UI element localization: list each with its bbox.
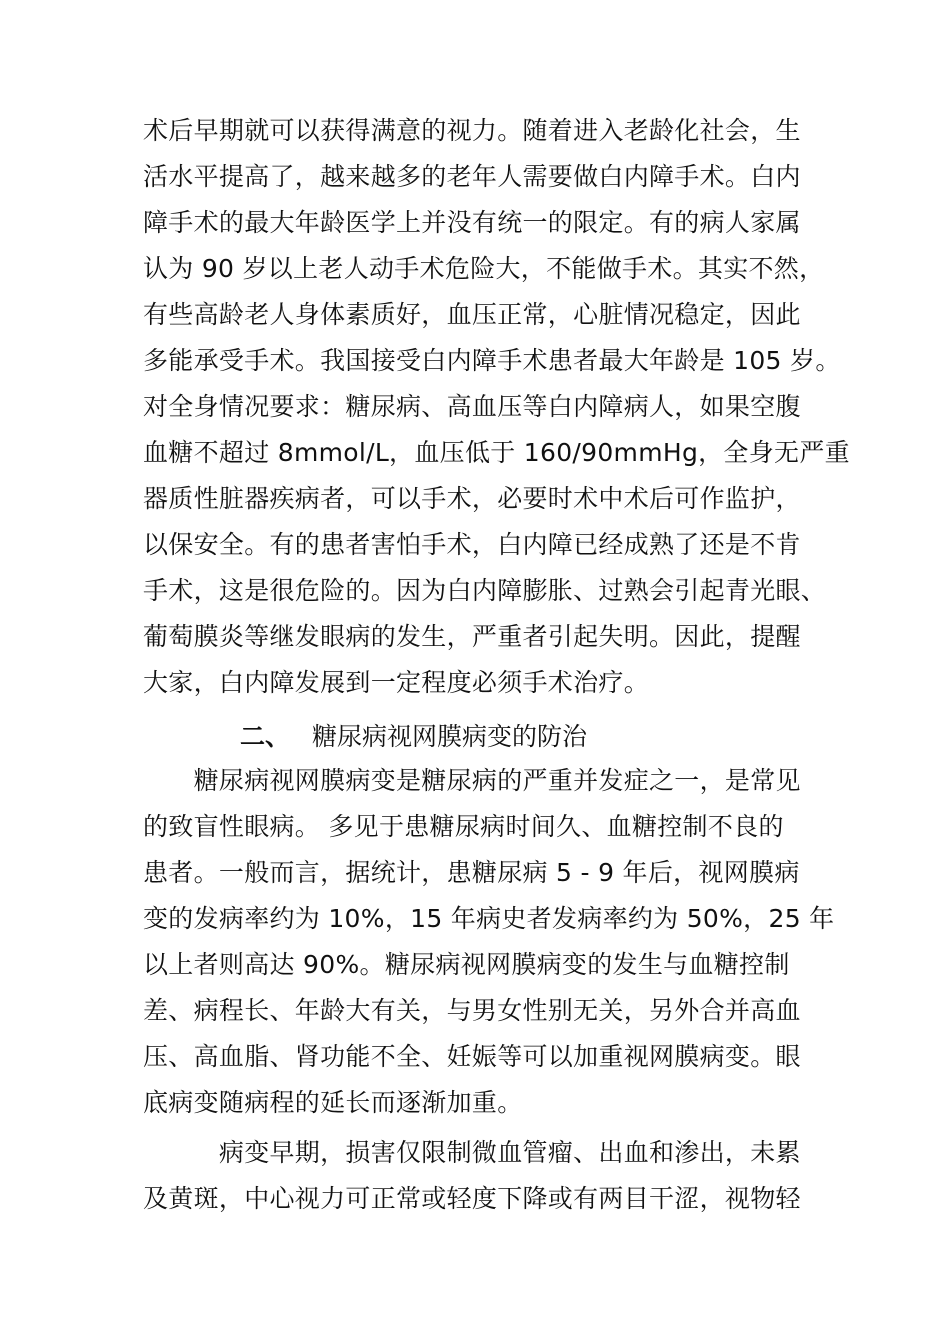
paragraph2-line: 变的发病率约为 10%，15 年病史者发病率约为 50%，25 年 xyxy=(143,904,835,933)
paragraph1-line: 障手术的最大年龄医学上并没有统一的限定。有的病人家属 xyxy=(143,208,801,237)
paragraph2-line: 的致盲性眼病。 多见于患糖尿病时间久、血糖控制不良的 xyxy=(143,812,784,841)
paragraph1-line: 葡萄膜炎等继发眼病的发生，严重者引起失明。因此，提醒 xyxy=(143,622,801,651)
paragraph1-line: 术后早期就可以获得满意的视力。随着进入老龄化社会，生 xyxy=(143,116,801,145)
paragraph2-line: 糖尿病视网膜病变是糖尿病的严重并发症之一，是常见 xyxy=(143,766,801,795)
paragraph2-line: 以上者则高达 90%。糖尿病视网膜病变的发生与血糖控制 xyxy=(143,950,790,979)
section-number: 二、 xyxy=(240,722,291,751)
paragraph1-line: 有些高龄老人身体素质好，血压正常，心脏情况稳定，因此 xyxy=(143,300,801,329)
paragraph1-line: 认为 90 岁以上老人动手术危险大，不能做手术。其实不然， xyxy=(143,254,825,283)
paragraph2-line: 底病变随病程的延长而逐渐加重。 xyxy=(143,1088,523,1117)
paragraph2-line: 压、高血脂、肾功能不全、妊娠等可以加重视网膜病变。眼 xyxy=(143,1042,801,1071)
paragraph1-line: 手术，这是很危险的。因为白内障膨胀、过熟会引起青光眼、 xyxy=(143,576,827,605)
section-title: 糖尿病视网膜病变的防治 xyxy=(312,722,588,751)
section-heading xyxy=(240,714,587,760)
paragraph1-line: 多能承受手术。我国接受白内障手术患者最大年龄是 105 岁。 xyxy=(143,346,841,375)
paragraph1-line: 器质性脏器疾病者，可以手术，必要时术中术后可作监护， xyxy=(143,484,801,513)
paragraph3-line: 及黄斑，中心视力可正常或轻度下降或有两目干涩，视物轻 xyxy=(143,1184,801,1213)
paragraph1-line: 血糖不超过 8mmol/L，血压低于 160/90mmHg，全身无严重 xyxy=(143,438,850,467)
paragraph1-line: 对全身情况要求：糖尿病、高血压等白内障病人，如果空腹 xyxy=(143,392,801,421)
paragraph1-line: 以保安全。有的患者害怕手术，白内障已经成熟了还是不肯 xyxy=(143,530,801,559)
paragraph1-line: 大家，白内障发展到一定程度必须手术治疗。 xyxy=(143,668,650,697)
paragraph3-line: 病变早期，损害仅限制微血管瘤、出血和渗出，未累 xyxy=(143,1138,801,1167)
paragraph2-line: 患者。一般而言，据统计，患糖尿病 5 - 9 年后，视网膜病 xyxy=(143,858,800,887)
paragraph1-line: 活水平提高了，越来越多的老年人需要做白内障手术。白内 xyxy=(143,162,801,191)
paragraph2-line: 差、病程长、年龄大有关，与男女性别无关，另外合并高血 xyxy=(143,996,801,1025)
